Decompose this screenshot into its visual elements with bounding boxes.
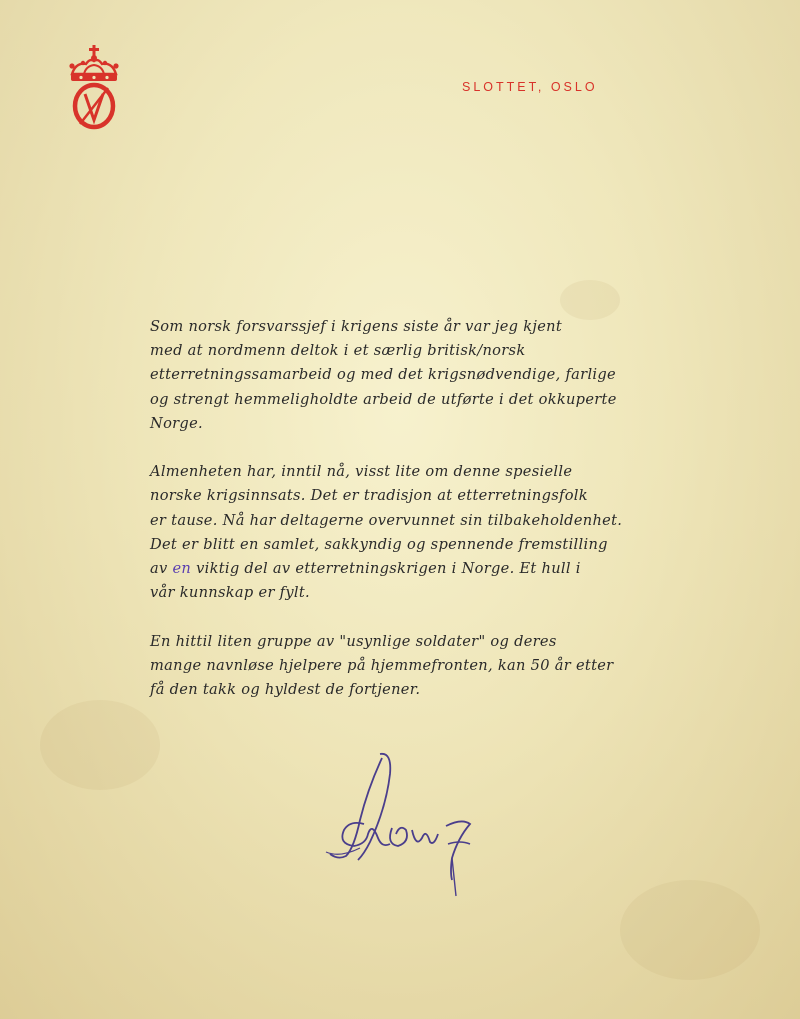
paper-stain [40, 700, 160, 790]
text-line: Som norsk forsvarssjef i krigens siste år var jeg kjent [150, 318, 563, 335]
letter-body [150, 315, 710, 726]
paper-stain [620, 880, 760, 980]
text-line: og strengt hemmeligholdte arbeid de utførte i det okkuperte [150, 390, 617, 408]
text-fragment: av [150, 560, 173, 578]
letterhead-location: SLOTTET, OSLO [462, 80, 598, 94]
paragraph [150, 630, 710, 703]
text-line [150, 557, 710, 581]
text-line: Norge. [150, 414, 203, 432]
ink-corrected-word: en [172, 560, 192, 578]
text-line: mange navnløse hjelpere på hjemmefronten, kan 50 år etter [150, 656, 614, 674]
text-line: er tause. Nå har deltagerne overvunnet sin tilbakeholdenhet. [150, 511, 623, 529]
royal-crown-monogram-icon [66, 44, 122, 130]
text-line: En hittil liten gruppe av "usynlige soldater" og deres [150, 632, 557, 650]
text-line: Det er blitt en samlet, sakkyndig og spennende fremstilling [150, 535, 608, 553]
text-line: etterretningssamarbeid og med det krigsnødvendige, farlige [150, 366, 616, 384]
text-line: med at nordmenn deltok i et særlig britisk/norsk [150, 342, 526, 360]
handwritten-signature [320, 748, 490, 898]
paper-stain [560, 280, 620, 320]
text-line: få den takk og hyldest de fortjener. [150, 681, 421, 699]
text-line: vår kunnskap er fylt. [150, 584, 310, 602]
text-line: Almenheten har, inntil nå, visst lite om denne spesielle [150, 463, 573, 481]
paragraph [150, 315, 710, 436]
paragraph [150, 460, 710, 605]
text-line: norske krigsinnsats. Det er tradisjon at etterretningsfolk [150, 487, 588, 505]
text-fragment: viktig del av etterretningskrigen i Norge. Et hull i [191, 560, 581, 578]
